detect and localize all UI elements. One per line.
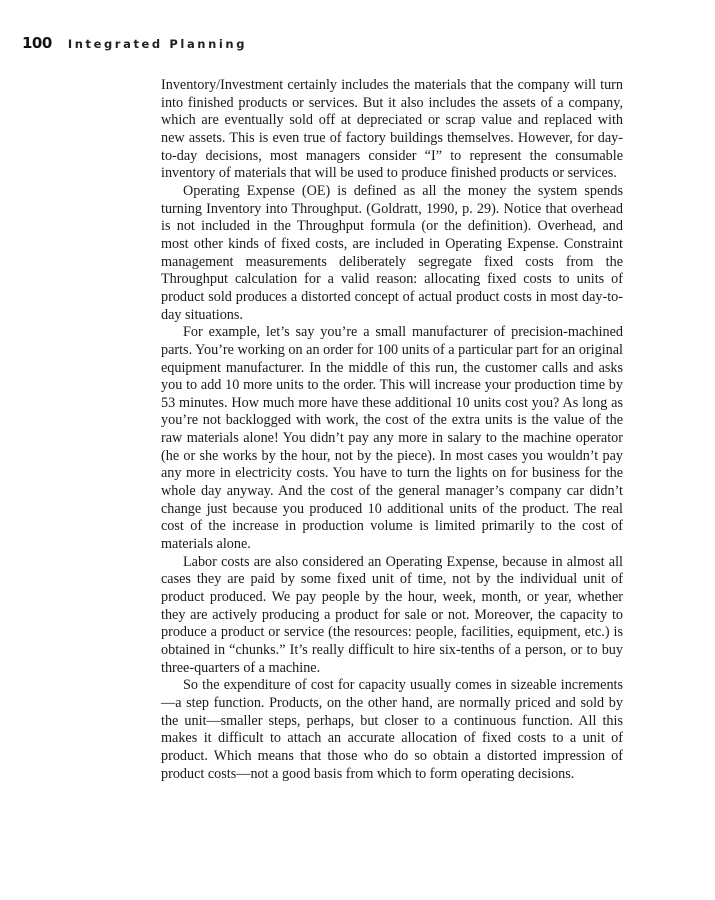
paragraph-capacity-expenditure: So the expenditure of cost for capacity usually comes in sizeable increments—a step function. Products, on the other hand, are normally priced and sold by the unit—smaller steps, perhaps, but closer to a continuous function. All this makes it difficult to attach an accurate allocation of fixed costs to a unit of product. Which means that those who do so obtain a distorted impression of product costs—not a good basis from which to form operating decisions. [161, 677, 623, 782]
paragraph-inventory: Inventory/Investment certainly includes the materials that the company will turn into finished products or services. But it also includes the assets of a company, which are eventually sold off at depreciated or scrap value and replaced with new assets. This is even true of factory buildings themselves. However, for day-to-day decisions, most managers consider “I” to represent the consumable inventory of materials that will be used to produce finished products or services. [161, 77, 623, 182]
paragraph-labor-costs: Labor costs are also considered an Operating Expense, because in almost all cases they are paid by some fixed unit of time, not by the individual unit of product produced. We pay people by the hour, week, month, or year, whether they are actively producing a product for sale or not. Moreover, the capacity to produce a product or service (the resources: people, facilities, equipment, etc.) is obtained in “chunks.” It’s really difficult to hire six-tenths of a person, or to buy three-quarters of a machine. [161, 553, 623, 676]
body-text [161, 77, 623, 783]
paragraph-example: For example, let’s say you’re a small manufacturer of precision-machined parts. You’re working on an order for 100 units of a particular part for an original equipment manufacturer. In the middle of this run, the customer calls and asks you to add 10 more units to the order. This will increase your production time by 53 minutes. How much more have these additional 10 units cost you? As long as you’re not backlogged with work, the cost of the extra units is the value of the raw materials alone! You didn’t pay any more in salary to the machine operator (he or she works by the hour, not by the piece). In most cases you wouldn’t pay any more in electricity costs. You have to turn the lights on for business for the whole day anyway. And the cost of the general manager’s company car didn’t change just because you produced 10 additional units of the product. The real cost of the increase in production volume is limited primarily to the cost of materials alone. [161, 324, 623, 553]
paragraph-operating-expense: Operating Expense (OE) is defined as all the money the system spends turning Inventory into Throughput. (Goldratt, 1990, p. 29). Notice that overhead is not included in the Throughput formula (or the definition). Overhead, and most other kinds of fixed costs, are included in Operating Expense. Constraint management measurements deliberately segregate fixed costs from the Throughput calculation for a valid reason: allocating fixed costs to units of product sold produces a distorted concept of actual product costs in most day-to-day situations. [161, 182, 623, 323]
running-head [22, 34, 247, 56]
running-title: Integrated Planning [67, 37, 248, 51]
page-number: 100 [22, 34, 52, 52]
